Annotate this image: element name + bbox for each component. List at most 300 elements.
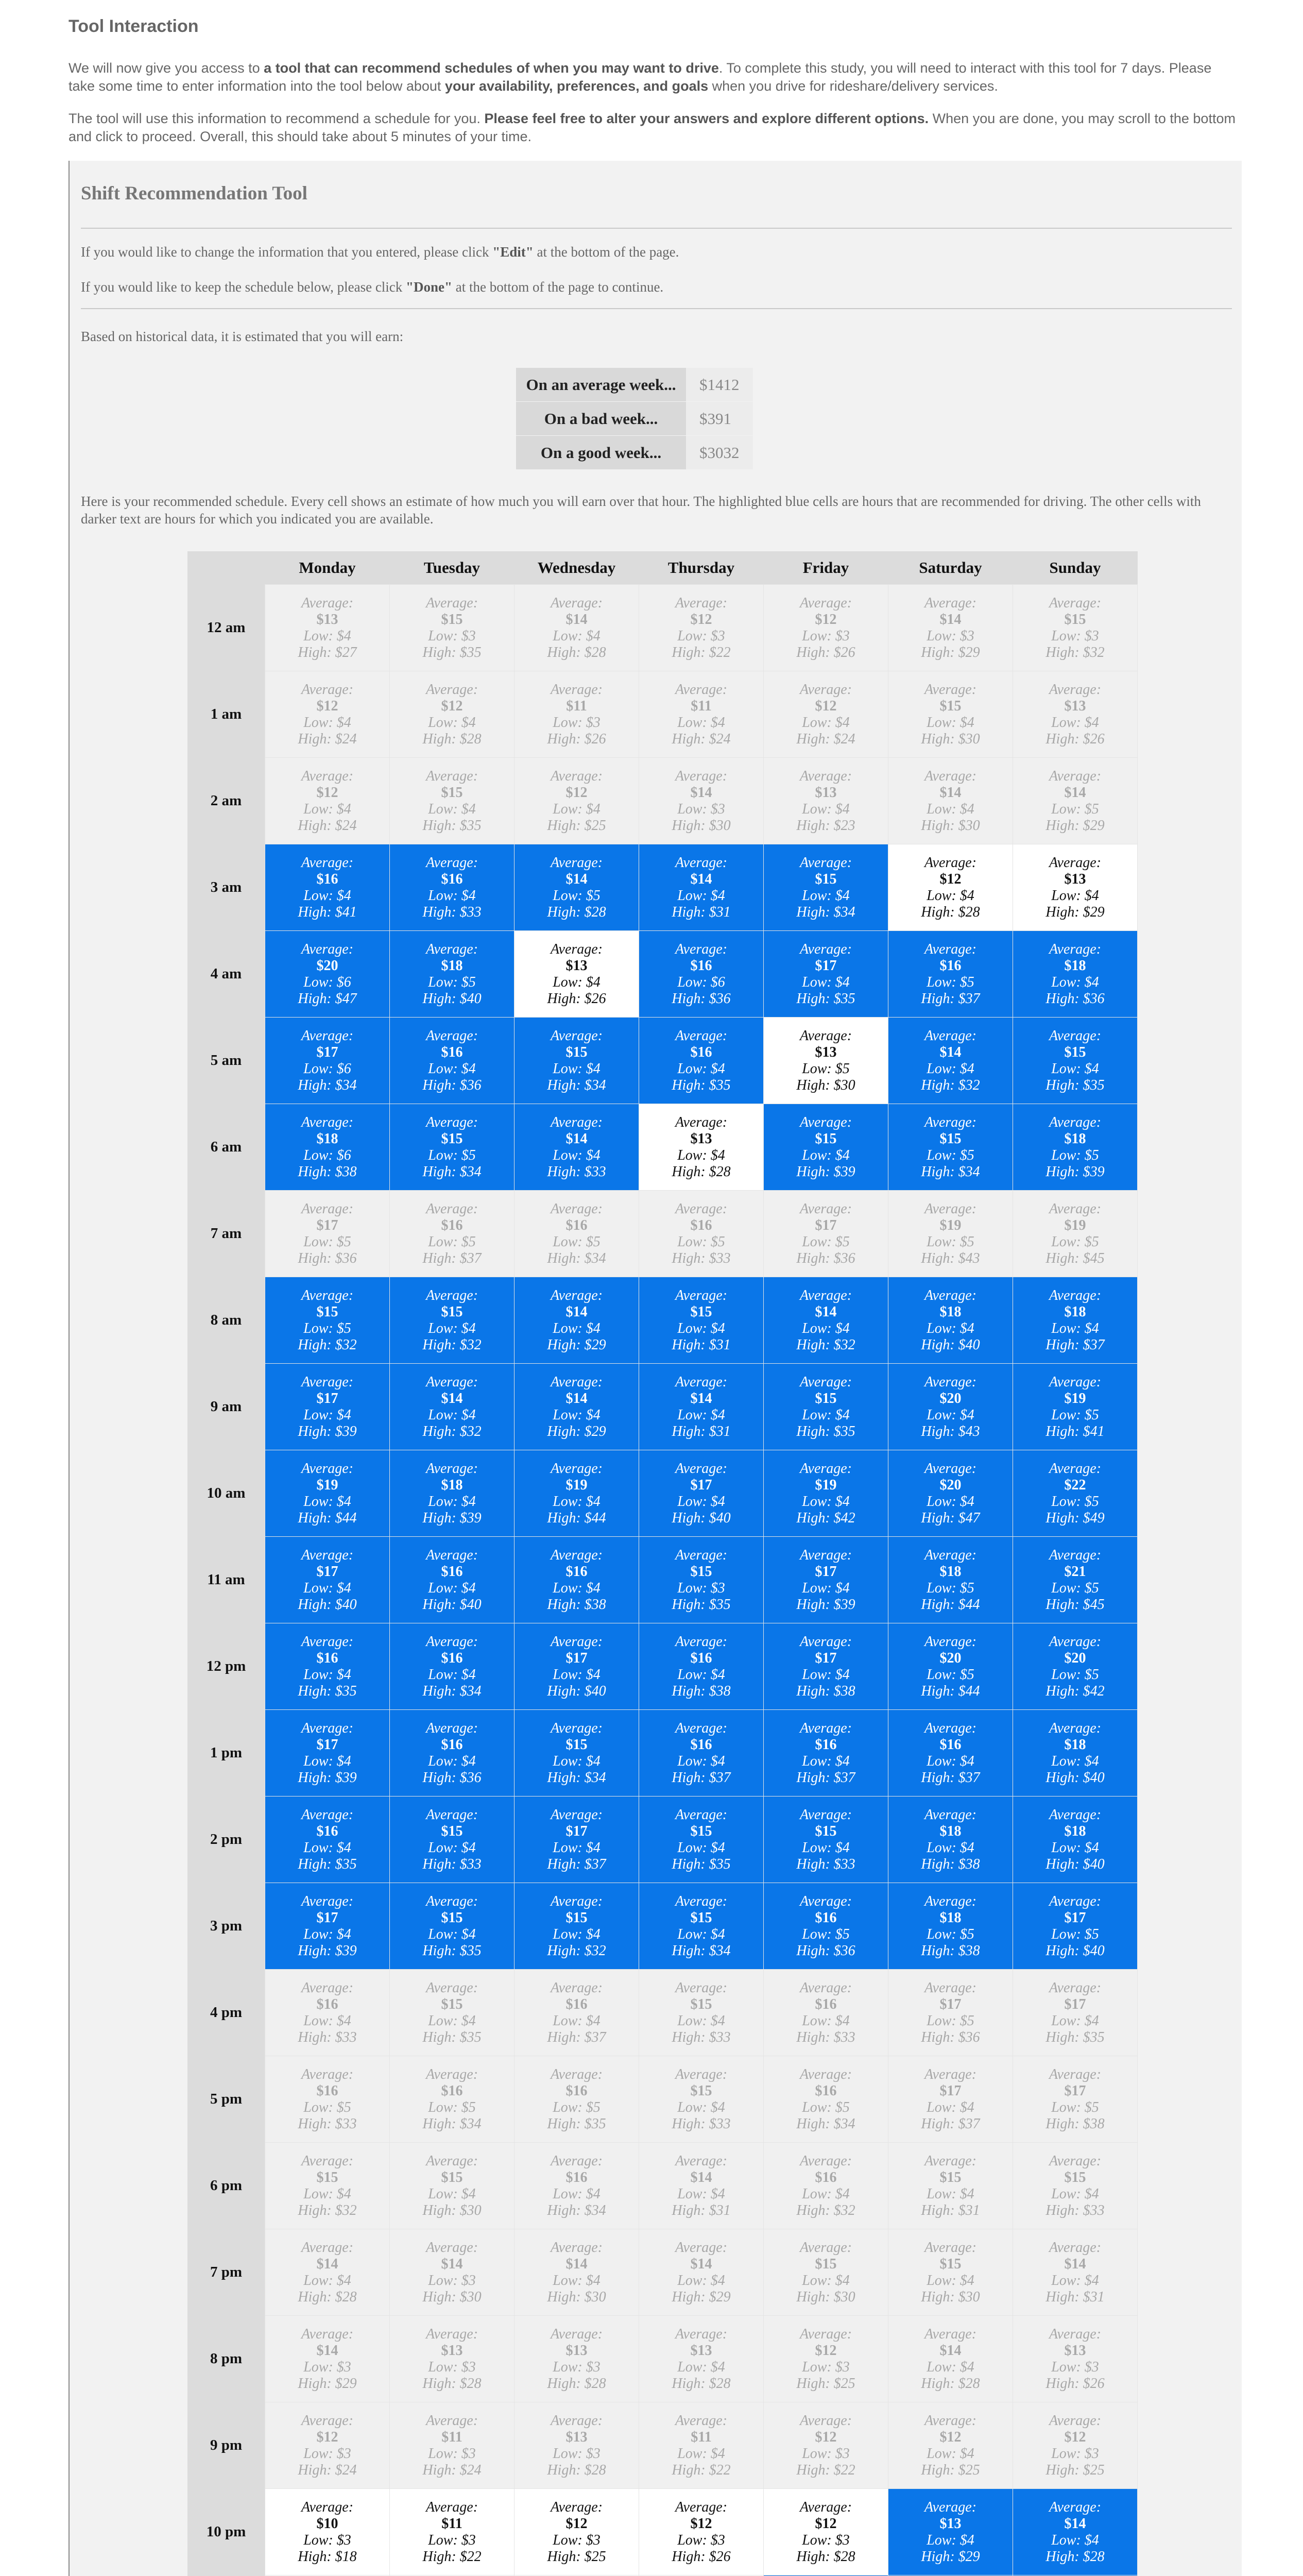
avg-label: Average: — [1049, 1460, 1102, 1477]
emphasis-text: a tool that can recommend schedules of when you may want to drive — [264, 60, 719, 76]
unavailable-hour-cell — [639, 2402, 764, 2489]
unavailable-hour-cell — [1013, 585, 1138, 671]
avg-value: $16 — [815, 2169, 837, 2185]
low-value: Low: $4 — [677, 2272, 725, 2289]
recommended-hour-cell — [390, 1883, 515, 1970]
avg-label: Average: — [799, 1547, 852, 1563]
avg-label: Average: — [799, 1287, 852, 1303]
avg-label: Average: — [1049, 1720, 1102, 1736]
low-value: Low: $4 — [1051, 2272, 1099, 2289]
unavailable-hour-cell — [265, 671, 390, 758]
avg-value: $15 — [441, 1823, 463, 1839]
day-header-wednesday: Wednesday — [515, 551, 639, 585]
avg-value: $17 — [316, 1736, 338, 1753]
avg-label: Average: — [1049, 2066, 1102, 2082]
avg-value: $14 — [939, 784, 962, 801]
recommended-hour-cell — [764, 1537, 888, 1623]
avg-value: $16 — [939, 957, 962, 974]
avg-value: $20 — [939, 1390, 962, 1406]
avg-value: $15 — [690, 1303, 712, 1320]
low-value: Low: $4 — [553, 1493, 601, 1510]
avg-label: Average: — [675, 681, 728, 698]
avg-value: $15 — [1064, 611, 1086, 628]
avg-label: Average: — [799, 941, 852, 957]
avg-label: Average: — [425, 1720, 478, 1736]
avg-label: Average: — [301, 2412, 354, 2429]
high-value: High: $32 — [298, 2202, 357, 2218]
avg-label: Average: — [550, 941, 603, 957]
avg-label: Average: — [799, 1114, 852, 1130]
avg-label: Average: — [799, 2499, 852, 2515]
low-value: Low: $5 — [1051, 1147, 1099, 1163]
schedule-row — [187, 2143, 1138, 2229]
avg-value: $17 — [1064, 1909, 1086, 1926]
high-value: High: $25 — [1045, 2462, 1105, 2478]
avg-label: Average: — [675, 1200, 728, 1217]
low-value: Low: $3 — [428, 2532, 476, 2548]
avg-value: $15 — [690, 1909, 712, 1926]
low-value: Low: $4 — [802, 1580, 850, 1596]
low-value: Low: $4 — [303, 1580, 351, 1596]
high-value: High: $34 — [298, 1077, 357, 1093]
high-value: High: $41 — [298, 904, 357, 920]
avg-label: Average: — [550, 1547, 603, 1563]
avg-label: Average: — [924, 2412, 977, 2429]
high-value: High: $33 — [298, 2115, 357, 2132]
high-value: High: $41 — [1045, 1423, 1105, 1439]
unavailable-hour-cell — [639, 2056, 764, 2143]
avg-label: Average: — [550, 1027, 603, 1044]
avg-label: Average: — [425, 941, 478, 957]
avg-value: $15 — [815, 1130, 837, 1147]
avg-value: $15 — [441, 2169, 463, 2185]
hour-label: 11 am — [187, 1537, 265, 1623]
unavailable-hour-cell — [265, 2056, 390, 2143]
low-value: Low: $5 — [1051, 1580, 1099, 1596]
low-value: Low: $4 — [677, 1060, 725, 1077]
avg-label: Average: — [301, 1547, 354, 1563]
low-value: Low: $4 — [927, 2532, 974, 2548]
low-value: Low: $4 — [802, 801, 850, 817]
tool-title: Shift Recommendation Tool — [81, 183, 307, 204]
schedule-row — [187, 844, 1138, 931]
hour-label: 12 am — [187, 585, 265, 671]
unavailable-hour-cell — [1013, 2143, 1138, 2229]
avg-value: $18 — [939, 1303, 962, 1320]
avg-value: $13 — [565, 2342, 588, 2359]
avg-label: Average: — [1049, 2326, 1102, 2342]
avg-value: $15 — [815, 2256, 837, 2272]
avg-value: $13 — [1064, 2342, 1086, 2359]
avg-label: Average: — [301, 1720, 354, 1736]
avg-value: $16 — [441, 1736, 463, 1753]
recommended-hour-cell — [888, 1710, 1013, 1797]
recommended-hour-cell — [639, 1797, 764, 1883]
high-value: High: $33 — [672, 1250, 731, 1266]
avg-value: $15 — [441, 611, 463, 628]
avg-label: Average: — [550, 1806, 603, 1823]
unavailable-hour-cell — [515, 2229, 639, 2316]
low-value: Low: $4 — [553, 1147, 601, 1163]
low-value: Low: $3 — [927, 628, 974, 644]
low-value: Low: $3 — [1051, 2359, 1099, 2375]
low-value: Low: $6 — [677, 974, 725, 990]
avg-label: Average: — [675, 1374, 728, 1390]
high-value: High: $34 — [796, 2115, 855, 2132]
schedule-row — [187, 2056, 1138, 2143]
avg-label: Average: — [425, 2066, 478, 2082]
schedule-row — [187, 1883, 1138, 1970]
avg-label: Average: — [675, 595, 728, 611]
avg-label: Average: — [1049, 2499, 1102, 2515]
avg-value: $16 — [316, 1996, 338, 2012]
schedule-row — [187, 758, 1138, 844]
unavailable-hour-cell — [888, 2229, 1013, 2316]
high-value: High: $34 — [422, 1163, 482, 1180]
avg-label: Average: — [425, 681, 478, 698]
avg-value: $13 — [316, 611, 338, 628]
recommended-hour-cell — [1013, 1537, 1138, 1623]
unavailable-hour-cell — [888, 2316, 1013, 2402]
emphasis-text: "Edit" — [492, 244, 534, 260]
unavailable-hour-cell — [390, 758, 515, 844]
avg-label: Average: — [301, 1114, 354, 1130]
low-value: Low: $4 — [428, 1060, 476, 1077]
low-value: Low: $6 — [303, 974, 351, 990]
available-hour-cell — [515, 2489, 639, 2575]
unavailable-hour-cell — [639, 585, 764, 671]
high-value: High: $28 — [547, 2375, 606, 2392]
low-value: Low: $5 — [802, 1926, 850, 1942]
recommended-hour-cell — [265, 1450, 390, 1537]
avg-value: $11 — [441, 2515, 462, 2532]
hour-label: 4 pm — [187, 1970, 265, 2056]
low-value: Low: $4 — [677, 2445, 725, 2462]
low-value: Low: $5 — [1051, 1666, 1099, 1683]
high-value: High: $32 — [921, 1077, 980, 1093]
avg-value: $15 — [1064, 1044, 1086, 1060]
high-value: High: $39 — [796, 1596, 855, 1613]
low-value: Low: $4 — [428, 1666, 476, 1683]
unavailable-hour-cell — [888, 758, 1013, 844]
unavailable-hour-cell — [265, 1970, 390, 2056]
schedule-row — [187, 1623, 1138, 1710]
recommended-hour-cell — [639, 1364, 764, 1450]
avg-value: $17 — [1064, 2082, 1086, 2099]
low-value: Low: $4 — [553, 1406, 601, 1423]
high-value: High: $44 — [547, 1510, 606, 1526]
high-value: High: $29 — [547, 1423, 606, 1439]
avg-value: $18 — [441, 957, 463, 974]
high-value: High: $35 — [298, 1683, 357, 1699]
high-value: High: $28 — [672, 1163, 731, 1180]
high-value: High: $27 — [298, 644, 357, 660]
avg-value: $17 — [316, 1909, 338, 1926]
avg-value: $18 — [1064, 1130, 1086, 1147]
earnings-estimate-table — [516, 368, 753, 470]
high-value: High: $30 — [547, 2289, 606, 2305]
avg-label: Average: — [301, 1806, 354, 1823]
schedule-row — [187, 1710, 1138, 1797]
estimate-row — [516, 436, 753, 470]
unavailable-hour-cell — [390, 2402, 515, 2489]
low-value: Low: $4 — [553, 1580, 601, 1596]
avg-label: Average: — [675, 1893, 728, 1909]
avg-label: Average: — [425, 2499, 478, 2515]
avg-value: $16 — [690, 957, 712, 974]
avg-label: Average: — [1049, 1374, 1102, 1390]
avg-value: $15 — [939, 1130, 962, 1147]
avg-value: $18 — [939, 1823, 962, 1839]
high-value: High: $26 — [547, 990, 606, 1007]
low-value: Low: $5 — [1051, 2099, 1099, 2115]
avg-value: $16 — [316, 2082, 338, 2099]
estimate-value: $1412 — [686, 368, 753, 402]
high-value: High: $34 — [921, 1163, 980, 1180]
recommended-hour-cell — [1013, 1623, 1138, 1710]
low-value: Low: $4 — [303, 2012, 351, 2029]
avg-label: Average: — [799, 2326, 852, 2342]
recommended-hour-cell — [1013, 1710, 1138, 1797]
page-title: Tool Interaction — [68, 16, 199, 36]
day-header-sunday: Sunday — [1013, 551, 1138, 585]
avg-value: $12 — [815, 698, 837, 714]
high-value: High: $40 — [422, 1596, 482, 1613]
high-value: High: $34 — [422, 1683, 482, 1699]
avg-label: Average: — [1049, 1633, 1102, 1650]
avg-value: $18 — [939, 1909, 962, 1926]
schedule-row — [187, 1364, 1138, 1450]
low-value: Low: $4 — [927, 2445, 974, 2462]
hour-label: 10 am — [187, 1450, 265, 1537]
avg-value: $14 — [565, 1130, 588, 1147]
avg-label: Average: — [1049, 1893, 1102, 1909]
avg-value: $16 — [316, 871, 338, 887]
low-value: Low: $3 — [802, 628, 850, 644]
low-value: Low: $4 — [927, 2099, 974, 2115]
high-value: High: $31 — [672, 1423, 731, 1439]
avg-label: Average: — [1049, 854, 1102, 871]
low-value: Low: $5 — [1051, 1233, 1099, 1250]
avg-label: Average: — [675, 854, 728, 871]
avg-label: Average: — [675, 1460, 728, 1477]
recommended-hour-cell — [515, 1277, 639, 1364]
recommended-hour-cell — [764, 1277, 888, 1364]
day-header-saturday: Saturday — [888, 551, 1013, 585]
high-value: High: $39 — [796, 1163, 855, 1180]
low-value: Low: $4 — [553, 1839, 601, 1856]
available-hour-cell — [764, 1018, 888, 1104]
low-value: Low: $5 — [1051, 1406, 1099, 1423]
avg-label: Average: — [550, 681, 603, 698]
high-value: High: $40 — [298, 1596, 357, 1613]
schedule-row — [187, 585, 1138, 671]
unavailable-hour-cell — [1013, 2316, 1138, 2402]
avg-value: $13 — [939, 2515, 962, 2532]
schedule-row — [187, 1970, 1138, 2056]
recommended-hour-cell — [764, 1104, 888, 1191]
low-value: Low: $4 — [303, 1753, 351, 1769]
recommended-hour-cell — [1013, 1364, 1138, 1450]
low-value: Low: $4 — [303, 1493, 351, 1510]
high-value: High: $30 — [921, 731, 980, 747]
low-value: Low: $4 — [553, 2185, 601, 2202]
low-value: Low: $4 — [428, 887, 476, 904]
avg-label: Average: — [924, 1114, 977, 1130]
low-value: Low: $4 — [927, 714, 974, 731]
avg-value: $13 — [1064, 698, 1086, 714]
hour-label: 9 pm — [187, 2402, 265, 2489]
low-value: Low: $4 — [553, 1666, 601, 1683]
avg-value: $19 — [1064, 1217, 1086, 1233]
avg-value: $17 — [565, 1823, 588, 1839]
hour-label: 8 pm — [187, 2316, 265, 2402]
low-value: Low: $4 — [303, 1926, 351, 1942]
avg-value: $16 — [441, 1044, 463, 1060]
avg-label: Average: — [550, 2239, 603, 2256]
avg-label: Average: — [301, 681, 354, 698]
low-value: Low: $4 — [1051, 1753, 1099, 1769]
low-value: Low: $4 — [677, 1493, 725, 1510]
unavailable-hour-cell — [639, 758, 764, 844]
avg-value: $14 — [441, 2256, 463, 2272]
low-value: Low: $4 — [677, 1147, 725, 1163]
avg-label: Average: — [924, 941, 977, 957]
avg-label: Average: — [799, 1200, 852, 1217]
avg-value: $17 — [815, 957, 837, 974]
avg-label: Average: — [799, 1633, 852, 1650]
avg-label: Average: — [425, 595, 478, 611]
avg-value: $16 — [441, 1563, 463, 1580]
unavailable-hour-cell — [888, 2056, 1013, 2143]
unavailable-hour-cell — [1013, 2056, 1138, 2143]
avg-label: Average: — [550, 1893, 603, 1909]
low-value: Low: $4 — [428, 1580, 476, 1596]
avg-value: $12 — [316, 784, 338, 801]
text-run: If you would like to change the information that you entered, please click — [81, 244, 493, 260]
avg-value: $14 — [690, 871, 712, 887]
hour-label: 7 pm — [187, 2229, 265, 2316]
avg-label: Average: — [550, 595, 603, 611]
avg-value: $17 — [316, 1563, 338, 1580]
avg-label: Average: — [1049, 1979, 1102, 1996]
avg-value: $18 — [939, 1563, 962, 1580]
avg-label: Average: — [675, 1806, 728, 1823]
low-value: Low: $4 — [303, 2272, 351, 2289]
unavailable-hour-cell — [639, 1191, 764, 1277]
recommended-hour-cell — [390, 1797, 515, 1883]
low-value: Low: $4 — [927, 1320, 974, 1336]
avg-value: $15 — [690, 1563, 712, 1580]
low-value: Low: $3 — [802, 2359, 850, 2375]
hour-label: 4 am — [187, 931, 265, 1018]
unavailable-hour-cell — [515, 2056, 639, 2143]
high-value: High: $29 — [298, 2375, 357, 2392]
unavailable-hour-cell — [639, 2229, 764, 2316]
avg-label: Average: — [675, 2239, 728, 2256]
avg-value: $21 — [1064, 1563, 1086, 1580]
avg-value: $15 — [939, 2256, 962, 2272]
high-value: High: $31 — [921, 2202, 980, 2218]
avg-value: $18 — [1064, 1303, 1086, 1320]
high-value: High: $34 — [547, 1250, 606, 1266]
recommended-hour-cell — [515, 1450, 639, 1537]
avg-value: $11 — [566, 698, 587, 714]
avg-value: $16 — [690, 1217, 712, 1233]
recommended-hour-cell — [390, 1450, 515, 1537]
high-value: High: $28 — [547, 644, 606, 660]
avg-value: $12 — [1064, 2429, 1086, 2445]
text-run: When you are done, you may scroll to the bottom and click to proceed. Overall, this should take about 5 minutes of your time. — [68, 111, 1236, 144]
high-value: High: $36 — [1045, 990, 1105, 1007]
low-value: Low: $4 — [428, 714, 476, 731]
low-value: Low: $4 — [677, 1666, 725, 1683]
low-value: Low: $4 — [553, 801, 601, 817]
recommended-hour-cell — [1013, 1277, 1138, 1364]
unavailable-hour-cell — [1013, 2402, 1138, 2489]
avg-value: $20 — [939, 1477, 962, 1493]
low-value: Low: $4 — [677, 1926, 725, 1942]
low-value: Low: $4 — [428, 801, 476, 817]
recommended-hour-cell — [390, 1623, 515, 1710]
avg-label: Average: — [301, 1633, 354, 1650]
high-value: High: $28 — [547, 2462, 606, 2478]
schedule-intro: Here is your recommended schedule. Every cell shows an estimate of how much you will earn over that hour. The highlighted blue cells are hours that are recommended for driving. The other cells with darker text are hours for which you indicated you are available. — [81, 494, 1201, 527]
avg-value: $15 — [565, 1044, 588, 1060]
avg-value: $15 — [316, 2169, 338, 2185]
avg-label: Average: — [1049, 1027, 1102, 1044]
low-value: Low: $4 — [802, 1493, 850, 1510]
low-value: Low: $4 — [927, 2272, 974, 2289]
high-value: High: $30 — [422, 2289, 482, 2305]
low-value: Low: $4 — [303, 1406, 351, 1423]
avg-label: Average: — [550, 1200, 603, 1217]
high-value: High: $45 — [1045, 1596, 1105, 1613]
avg-value: $14 — [316, 2342, 338, 2359]
low-value: Low: $4 — [428, 1320, 476, 1336]
high-value: High: $23 — [796, 817, 855, 834]
recommended-hour-cell — [764, 1883, 888, 1970]
high-value: High: $42 — [796, 1510, 855, 1526]
avg-label: Average: — [1049, 1806, 1102, 1823]
recommended-hour-cell — [1013, 1104, 1138, 1191]
avg-label: Average: — [799, 768, 852, 784]
avg-label: Average: — [799, 1374, 852, 1390]
high-value: High: $38 — [1045, 2115, 1105, 2132]
low-value: Low: $4 — [802, 2012, 850, 2029]
avg-value: $14 — [441, 1390, 463, 1406]
estimate-value: $391 — [686, 402, 753, 436]
schedule-row — [187, 1450, 1138, 1537]
avg-label: Average: — [924, 854, 977, 871]
avg-value: $16 — [565, 1996, 588, 2012]
low-value: Low: $5 — [553, 2099, 601, 2115]
avg-value: $14 — [1064, 784, 1086, 801]
avg-value: $14 — [690, 2169, 712, 2185]
high-value: High: $31 — [672, 2202, 731, 2218]
avg-value: $14 — [565, 871, 588, 887]
unavailable-hour-cell — [888, 1191, 1013, 1277]
recommended-hour-cell — [764, 1797, 888, 1883]
avg-value: $16 — [316, 1650, 338, 1666]
divider — [81, 308, 1232, 309]
schedule-table — [187, 551, 1138, 2576]
recommended-hour-cell — [888, 1797, 1013, 1883]
high-value: High: $32 — [796, 2202, 855, 2218]
high-value: High: $29 — [547, 1336, 606, 1353]
avg-label: Average: — [799, 2153, 852, 2169]
avg-value: $15 — [1064, 2169, 1086, 2185]
